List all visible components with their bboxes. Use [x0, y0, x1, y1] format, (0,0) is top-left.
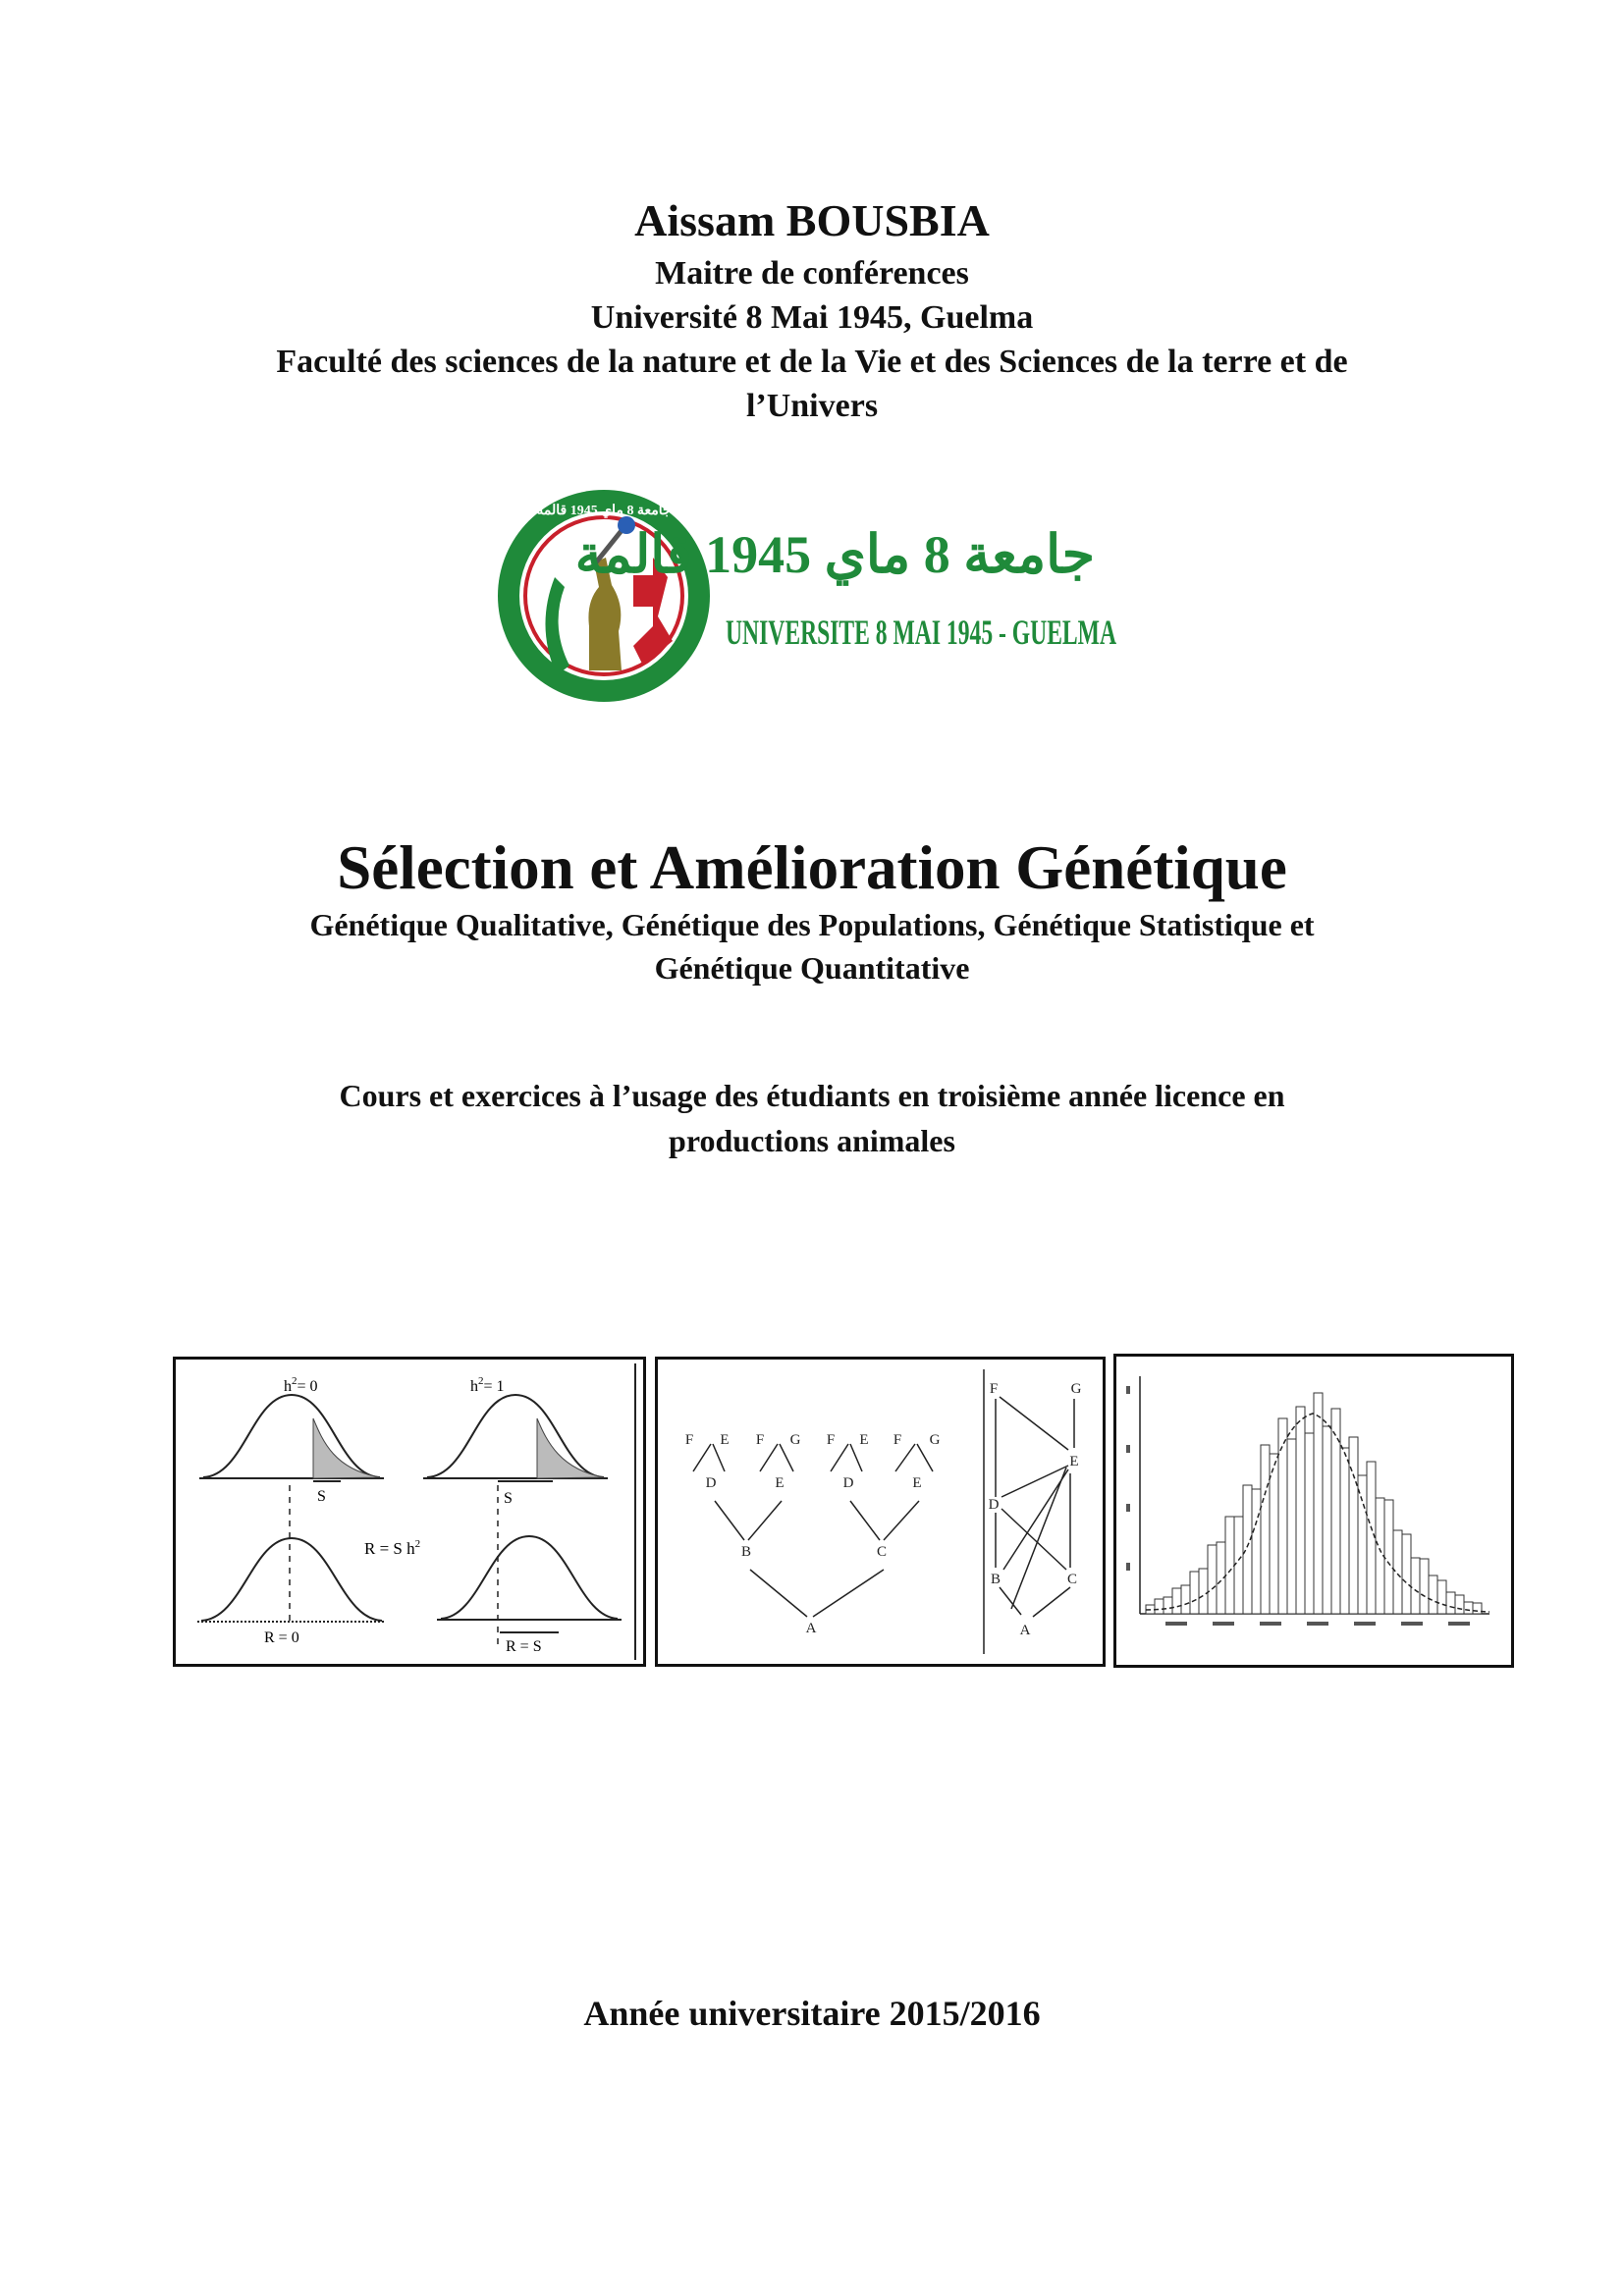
histogram-bar [1181, 1585, 1190, 1614]
x-tick-mark [1354, 1622, 1376, 1626]
histogram-bar [1270, 1454, 1278, 1614]
r-s-label: R = S [506, 1638, 542, 1655]
x-tick-mark [1165, 1622, 1187, 1626]
pedigree-right-node: C [1066, 1572, 1078, 1587]
histogram-bar [1234, 1517, 1243, 1614]
pedigree-left-mid-node: D [842, 1475, 854, 1491]
x-tick-mark [1401, 1622, 1423, 1626]
histogram-bar [1429, 1575, 1437, 1614]
document-title: Sélection et Amélioration Génétique [337, 833, 1287, 902]
histogram-bar [1278, 1418, 1287, 1614]
histogram-bar [1402, 1534, 1411, 1614]
histogram-bar [1473, 1603, 1482, 1614]
logo-arabic-text: جامعة 8 ماي 1945 قالمة [574, 525, 1095, 584]
histogram-bar [1393, 1530, 1402, 1614]
pedigree-left-top-node: F [893, 1432, 902, 1448]
h2-zero-label: $h^2= 0$ [284, 1375, 318, 1395]
histogram-bar [1199, 1569, 1208, 1614]
pedigree-right-node: G [1070, 1381, 1082, 1397]
histogram-bar [1384, 1500, 1393, 1614]
histogram-bar [1287, 1439, 1296, 1614]
pedigree-left-top-node: E [859, 1432, 869, 1448]
histogram-figure [1113, 1354, 1514, 1668]
histogram-bar [1225, 1517, 1234, 1614]
author-position: Maitre de conférences [655, 255, 969, 292]
pedigree-right-node: B [990, 1572, 1001, 1587]
h2-one-label: $h^2= 1$ [470, 1375, 505, 1395]
pedigree-left-top-node: F [684, 1432, 694, 1448]
histogram-bar [1455, 1595, 1464, 1614]
pedigree-right-node: E [1069, 1454, 1079, 1469]
y-tick-mark [1126, 1445, 1130, 1453]
pedigree-left-low-node: C [876, 1544, 888, 1560]
histogram-bar [1437, 1580, 1446, 1614]
subtitle-line1: Génétique Qualitative, Génétique des Populations, Génétique Statistique et [309, 907, 1315, 942]
seal-arabic-text: جامعة 8 ماي 1945 قالمة [536, 504, 672, 518]
pedigree-left-mid-node: E [912, 1475, 922, 1491]
pedigree-left-top-node: F [826, 1432, 836, 1448]
author-faculty-line2: l’Univers [745, 388, 879, 424]
university-logo [496, 469, 1134, 722]
histogram-bar [1323, 1426, 1331, 1614]
usage-line2: productions animales [669, 1123, 955, 1158]
x-tick-mark [1260, 1622, 1281, 1626]
histogram-bar [1172, 1588, 1181, 1614]
histogram-bar [1349, 1437, 1358, 1614]
author-name: Aissam BOUSBIA [634, 195, 990, 245]
histogram-bar [1296, 1407, 1305, 1614]
author-faculty-line1: Faculté des sciences de la nature et de la Vie et des Sciences de la terre et de [276, 344, 1348, 380]
pedigree-left-mid-node: D [705, 1475, 717, 1491]
s-label-left: S [317, 1488, 326, 1505]
r-zero-label: R = 0 [264, 1629, 299, 1646]
pedigree-right-node: D [988, 1497, 1000, 1513]
pedigree-left-top-node: E [720, 1432, 730, 1448]
logo-latin-text: UNIVERSITE 8 MAI 1945 - GUELMA [726, 613, 1116, 652]
response-formula: R = S $h^2$ [364, 1538, 421, 1558]
x-tick-mark [1213, 1622, 1234, 1626]
histogram-bar [1358, 1475, 1367, 1614]
histogram-bar [1261, 1445, 1270, 1614]
pedigree-right-node: F [989, 1381, 999, 1397]
histogram-bar [1252, 1489, 1261, 1614]
y-tick-mark [1126, 1504, 1130, 1512]
pedigree-left-root: A [805, 1621, 817, 1636]
selection-response-figure [173, 1357, 646, 1667]
usage-line1: Cours et exercices à l’usage des étudiants en troisième année licence en [339, 1078, 1285, 1113]
author-university: Université 8 Mai 1945, Guelma [590, 299, 1034, 336]
histogram-bar [1446, 1592, 1455, 1614]
histogram-bar [1411, 1558, 1420, 1614]
pedigree-left-top-node: G [789, 1432, 801, 1448]
subtitle-line2: Génétique Quantitative [654, 950, 970, 986]
histogram-bar [1155, 1599, 1164, 1614]
y-tick-mark [1126, 1563, 1130, 1571]
histogram-bar [1314, 1393, 1323, 1614]
histogram-bar [1331, 1409, 1340, 1614]
pedigree-left-top-node: G [929, 1432, 941, 1448]
histogram-bar [1464, 1602, 1473, 1614]
histogram-bar [1190, 1572, 1199, 1614]
academic-year: Année universitaire 2015/2016 [583, 1994, 1041, 2033]
histogram-bar [1340, 1448, 1349, 1614]
y-tick-mark [1126, 1386, 1130, 1394]
pedigree-left-top-node: F [755, 1432, 765, 1448]
pedigree-left-low-node: B [740, 1544, 752, 1560]
histogram-bar [1243, 1485, 1252, 1614]
pedigree-figure [655, 1357, 1106, 1667]
x-tick-mark [1448, 1622, 1470, 1626]
x-tick-mark [1307, 1622, 1328, 1626]
histogram-bar [1420, 1559, 1429, 1614]
histogram-bar [1164, 1597, 1172, 1614]
histogram-bar [1305, 1433, 1314, 1614]
university-seal [498, 490, 710, 702]
pedigree-right-node: A [1019, 1623, 1031, 1638]
histogram-bar [1208, 1545, 1217, 1614]
s-label-right: S [504, 1490, 513, 1507]
pedigree-left-mid-node: E [775, 1475, 785, 1491]
